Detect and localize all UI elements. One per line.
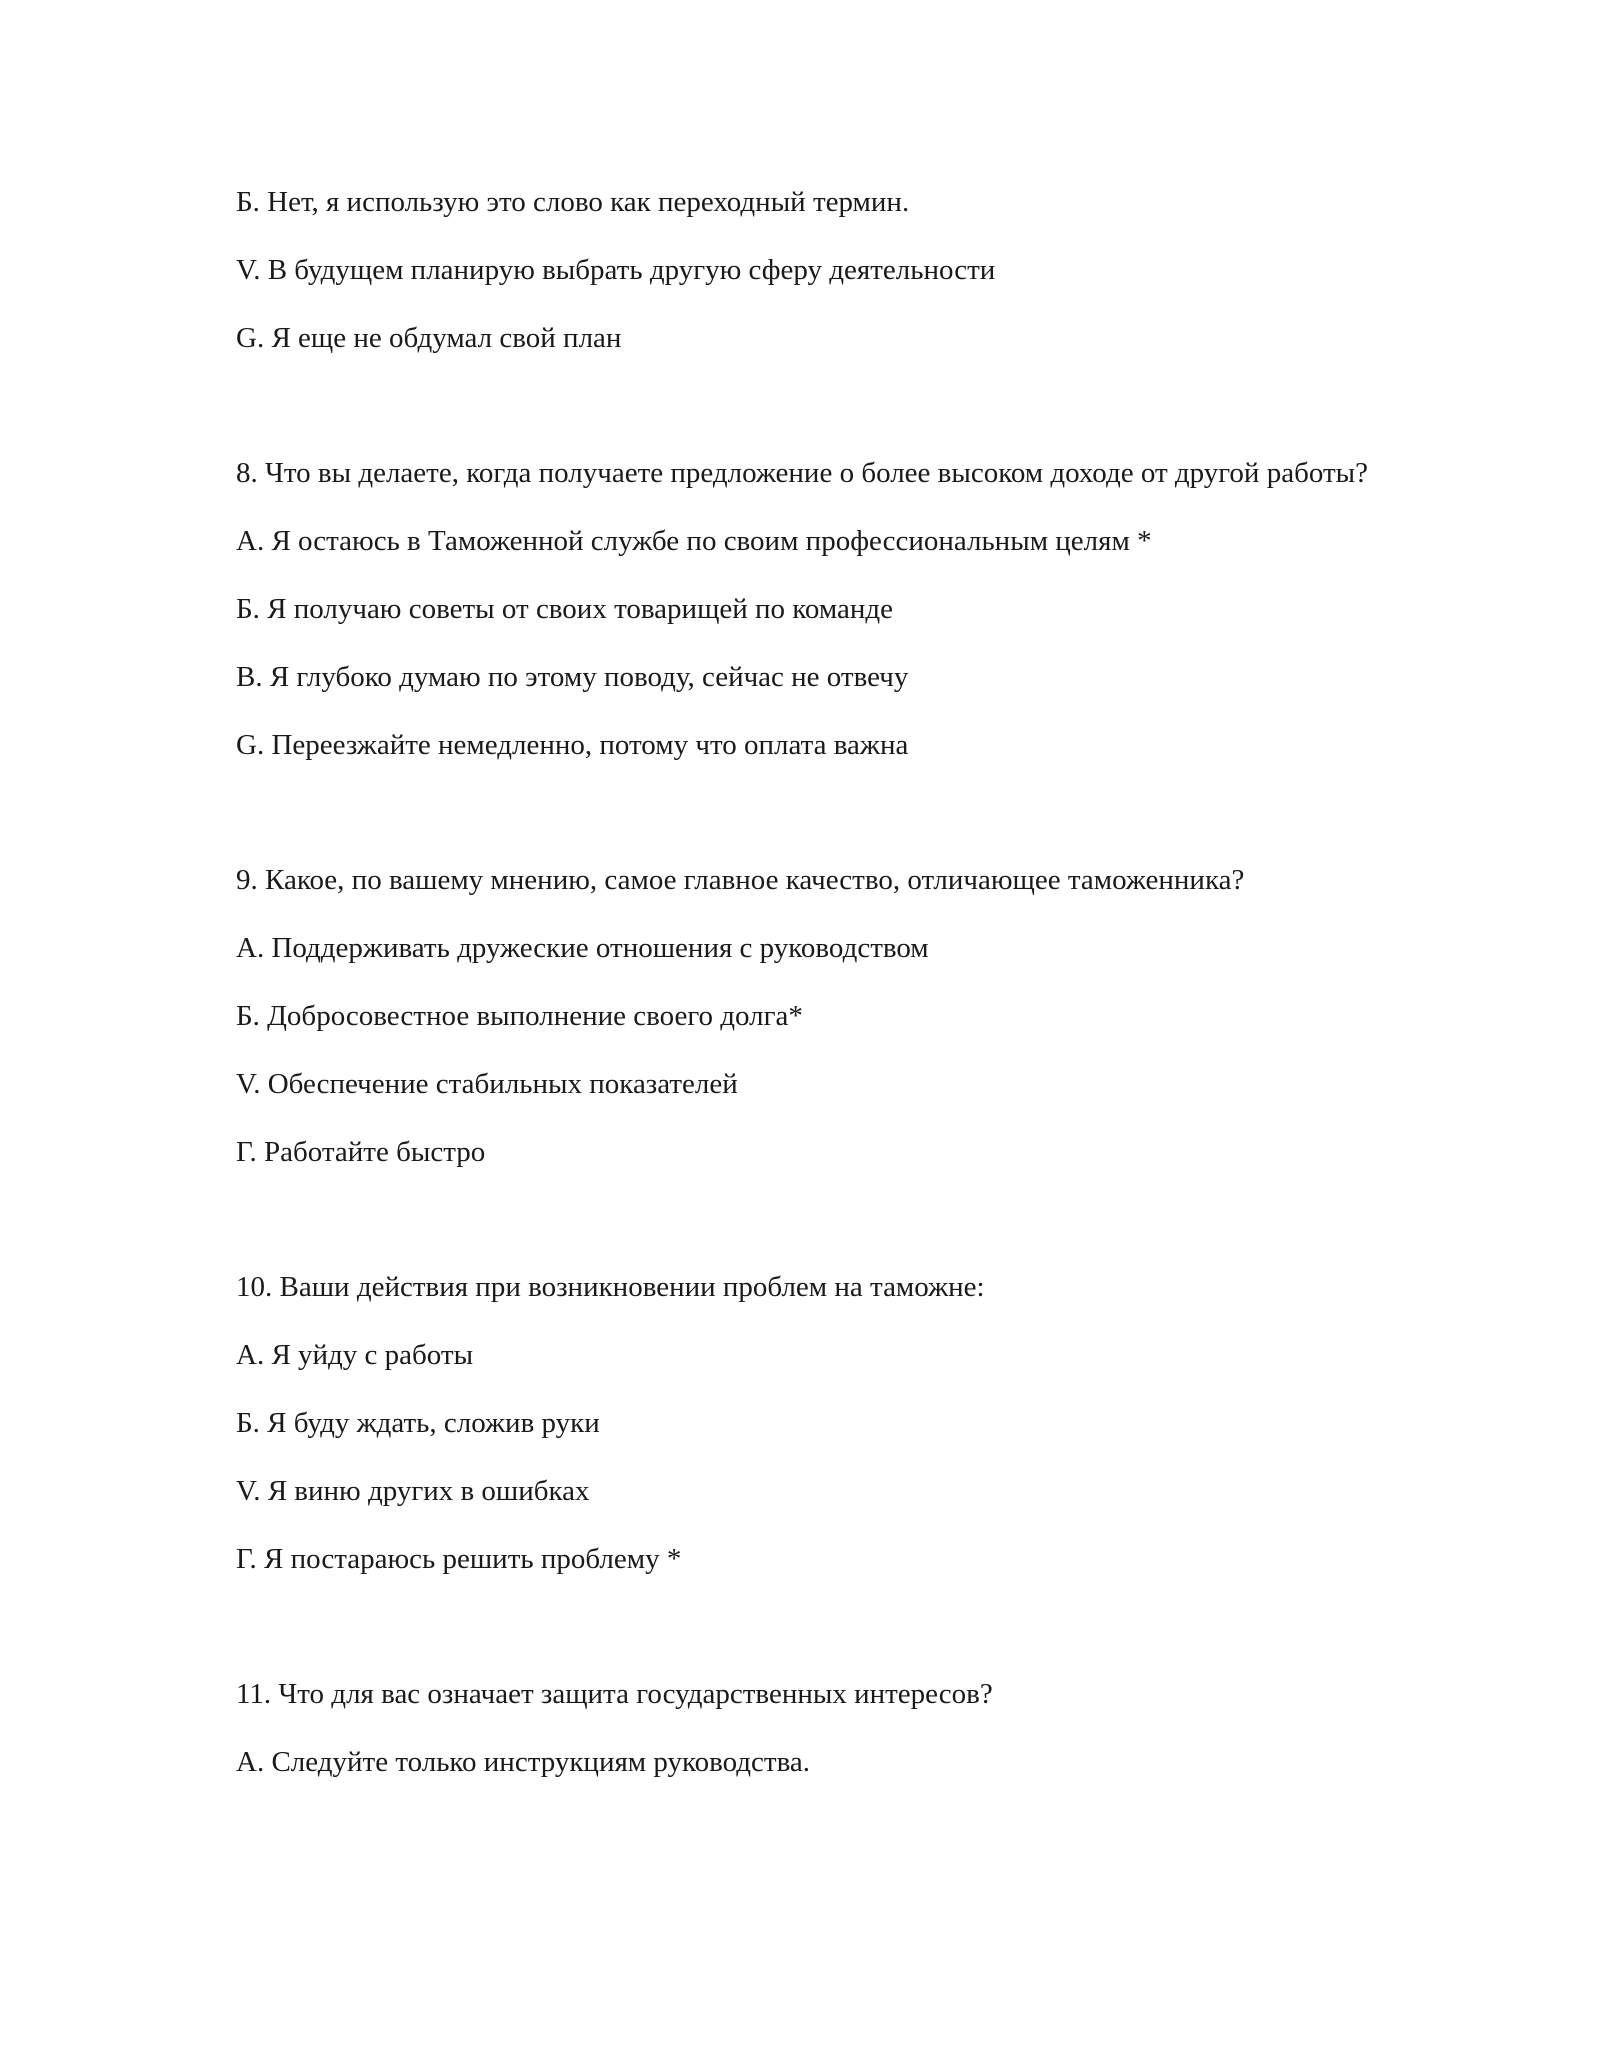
- answer-option: А. Поддерживать дружеские отношения с руководством: [236, 932, 929, 964]
- question-block-8: [236, 453, 1386, 766]
- answer-option: Г. Я постараюсь решить проблему *: [236, 1543, 682, 1575]
- answer-option: Б. Я буду ждать, сложив руки: [236, 1407, 600, 1439]
- question-text: 11. Что для вас означает защита государственных интересов?: [236, 1678, 993, 1710]
- question-text: 10. Ваши действия при возникновении проблем на таможне:: [236, 1271, 985, 1303]
- answer-option: В. Я глубоко думаю по этому поводу, сейчас не отвечу: [236, 661, 909, 693]
- question-text: 9. Какое, по вашему мнению, самое главное качество, отличающее таможенника?: [236, 864, 1245, 896]
- answer-option: Б. Я получаю советы от своих товарищей по команде: [236, 593, 894, 625]
- answer-option: А. Следуйте только инструкциям руководства.: [236, 1746, 811, 1778]
- answer-option: Б. Добросовестное выполнение своего долга*: [236, 1000, 803, 1032]
- answer-option: G. Я еще не обдумал свой план: [236, 322, 622, 354]
- question-block-11: [236, 1674, 1386, 1783]
- answer-option: Г. Работайте быстро: [236, 1136, 486, 1168]
- answer-option: V. Я виню других в ошибках: [236, 1475, 590, 1507]
- question-block-9: [236, 860, 1386, 1173]
- answer-option: G. Переезжайте немедленно, потому что оплата важна: [236, 729, 909, 761]
- question-block-10: [236, 1267, 1386, 1580]
- answer-option: V. Обеспечение стабильных показателей: [236, 1068, 738, 1100]
- spacer: [236, 1607, 1386, 1674]
- spacer: [236, 793, 1386, 860]
- answer-option: А. Я уйду с работы: [236, 1339, 474, 1371]
- question-text: 8. Что вы делаете, когда получаете предложение о более высоком доходе от другой работы?: [236, 457, 1368, 489]
- answer-option: А. Я остаюсь в Таможенной службе по своим профессиональным целям *: [236, 525, 1152, 557]
- questionnaire-body: [236, 182, 1386, 1810]
- question-block-7-continued: [236, 182, 1386, 359]
- spacer: [236, 1200, 1386, 1267]
- answer-option: Б. Нет, я использую это слово как переходный термин.: [236, 186, 910, 218]
- answer-option: V. В будущем планирую выбрать другую сферу деятельности: [236, 254, 996, 286]
- spacer: [236, 386, 1386, 453]
